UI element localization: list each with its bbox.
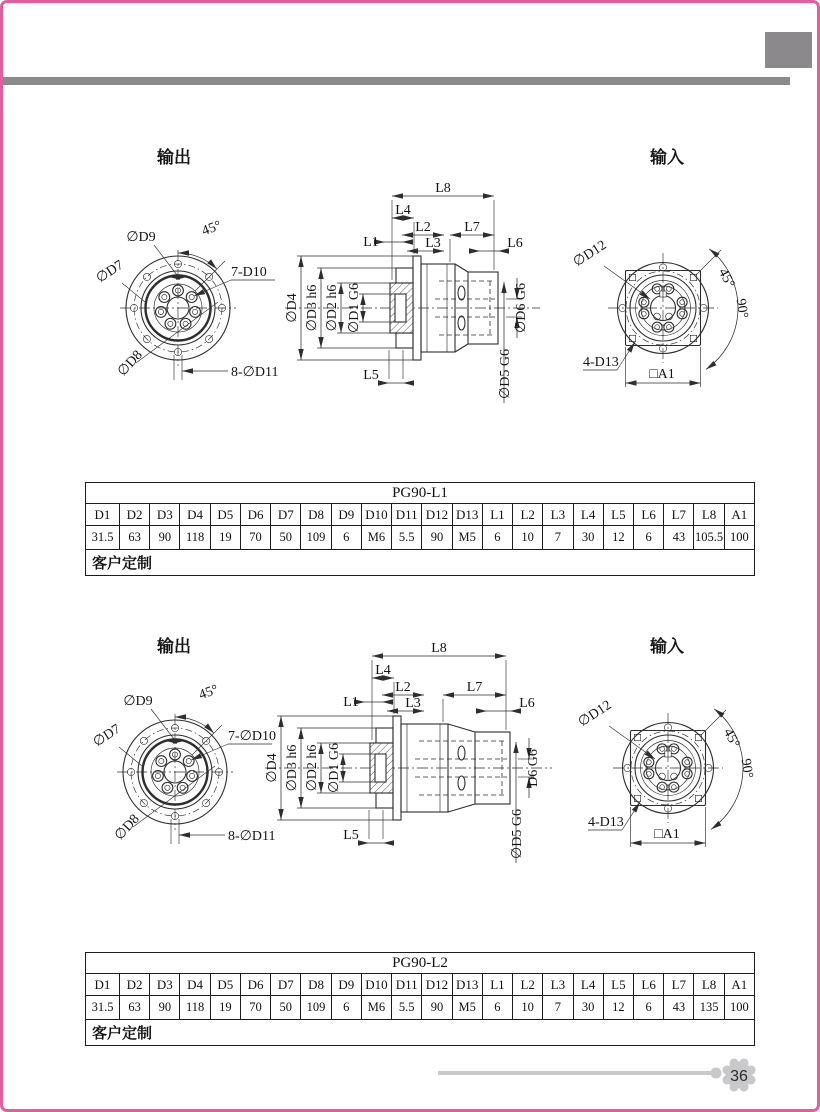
- dim-l4-label: L4: [375, 663, 391, 678]
- holes-8-d11-label: 8-∅D11: [228, 829, 276, 844]
- column-header: L3: [543, 504, 573, 526]
- drawing-line: [622, 802, 640, 830]
- spec-value: 109: [301, 526, 331, 550]
- column-header: D2: [120, 974, 150, 996]
- column-header: D6: [240, 504, 270, 526]
- circle-feature: [680, 311, 685, 316]
- drawing-rect: [376, 728, 393, 743]
- diameter-d3-label: ∅D3 h6: [285, 744, 300, 792]
- drawing-rect: [629, 335, 635, 341]
- drawing-line: [617, 342, 635, 370]
- circle-feature: [639, 297, 649, 307]
- column-header: D3: [150, 504, 180, 526]
- spec-value: 6: [633, 526, 663, 550]
- spec-value: 90: [150, 996, 180, 1020]
- section-output-title: 输出: [157, 148, 191, 167]
- column-header: D10: [361, 974, 391, 996]
- angle-45-label: 45°: [719, 726, 743, 751]
- column-header: D5: [210, 504, 240, 526]
- clamp-hole: [458, 776, 465, 790]
- diameter-d9-label: ∅D9: [123, 694, 153, 709]
- column-header: L8: [694, 504, 724, 526]
- circle-feature: [165, 318, 176, 329]
- spec-value: 10: [513, 526, 543, 550]
- drawing-rect: [629, 274, 635, 280]
- column-header: D9: [331, 504, 361, 526]
- circle-feature: [180, 318, 191, 329]
- custom-note: 客户定制: [86, 550, 755, 576]
- column-header: L5: [603, 504, 633, 526]
- holes-4-d13-label: 4-D13: [588, 815, 624, 830]
- spec-value: 90: [422, 996, 452, 1020]
- spec-table: [85, 482, 755, 576]
- circle-feature: [677, 309, 687, 319]
- column-header: D7: [271, 504, 301, 526]
- circle-feature: [680, 300, 685, 305]
- spec-table-wrap: [85, 482, 755, 576]
- circle-feature: [641, 300, 646, 305]
- column-header: L5: [603, 974, 633, 996]
- circle-feature: [666, 325, 671, 330]
- dim-l2-label: L2: [395, 680, 411, 695]
- holes-7-d10-label: 7-D10: [231, 265, 267, 280]
- circle-feature: [177, 782, 188, 793]
- circle-feature: [180, 785, 185, 790]
- holes-8-d11-label: 8-∅D11: [231, 365, 279, 380]
- table-title: PG90-L2: [86, 953, 755, 974]
- diameter-d12-label: ∅D12: [575, 697, 615, 731]
- spec-value: M5: [452, 526, 482, 550]
- circle-feature: [140, 737, 147, 744]
- drawing-path: [178, 253, 217, 269]
- diameter-d6-label: ∅D6 G6: [514, 283, 529, 333]
- circle-feature: [189, 773, 194, 778]
- angle-45-label: 45°: [197, 682, 221, 704]
- dim-l6-label: L6: [507, 236, 523, 251]
- angle-90-label: 90°: [732, 297, 751, 320]
- drawing-rect: [395, 294, 406, 322]
- drawing-line: [195, 261, 225, 291]
- table-title: PG90-L1: [86, 483, 755, 504]
- section-input-title: 输入: [650, 637, 684, 656]
- column-header: D13: [452, 974, 482, 996]
- diameter-d2-label: ∅D2 h6: [325, 284, 340, 332]
- circle-feature: [162, 294, 167, 299]
- circle-feature: [644, 769, 654, 779]
- diameter-d1-label: ∅D1 G6: [327, 743, 342, 793]
- spec-value: 118: [180, 996, 210, 1020]
- diameter-d9-label: ∅D9: [126, 230, 156, 245]
- spec-table-wrap: [85, 952, 755, 1046]
- section-1-drawings: [94, 147, 751, 403]
- column-header: D4: [180, 974, 210, 996]
- section-output-title: 输出: [157, 637, 191, 656]
- spec-value: M5: [452, 996, 482, 1020]
- drawing-line: [192, 725, 222, 755]
- drawing-rect: [690, 274, 696, 280]
- circle-feature: [664, 322, 674, 332]
- circle-feature: [669, 782, 679, 792]
- column-header: D4: [180, 504, 210, 526]
- column-header: D1: [86, 504, 120, 526]
- page-number-badge: [438, 1058, 756, 1091]
- circle-feature: [646, 760, 651, 765]
- column-header: D6: [240, 974, 270, 996]
- spec-value: 12: [603, 526, 633, 550]
- circle-feature: [639, 309, 649, 319]
- circle-feature: [189, 294, 194, 299]
- circle-feature: [646, 771, 651, 776]
- column-header: L4: [573, 974, 603, 996]
- spec-value: 43: [664, 526, 694, 550]
- drawing-rect: [375, 754, 386, 782]
- circle-feature: [636, 281, 691, 336]
- circle-feature: [655, 325, 660, 330]
- angle-90-label: 90°: [737, 757, 756, 780]
- circle-feature: [677, 297, 687, 307]
- diameter-d2-label: ∅D2 h6: [305, 744, 320, 792]
- clamp-hole: [458, 286, 465, 300]
- section-2-drawings: [91, 636, 756, 863]
- column-header: D2: [120, 504, 150, 526]
- circle-feature: [162, 782, 173, 793]
- circle-feature: [186, 758, 191, 763]
- column-header: D10: [361, 504, 391, 526]
- spec-value: 7: [543, 526, 573, 550]
- circle-feature: [671, 746, 676, 751]
- spec-value: 90: [150, 526, 180, 550]
- column-header: L6: [633, 504, 663, 526]
- spec-value: 109: [301, 996, 331, 1020]
- spec-value: 6: [482, 996, 512, 1020]
- column-header: D5: [210, 974, 240, 996]
- diameter-d8-label: ∅D8: [112, 811, 143, 844]
- section-input-title: 输入: [650, 148, 684, 167]
- circle-feature: [641, 741, 696, 796]
- diameter-d1-label: ∅D1 G6: [347, 283, 362, 333]
- drawing-rect: [634, 734, 640, 740]
- column-header: D11: [392, 504, 422, 526]
- diameter-d6-label: D6 G6: [526, 749, 541, 787]
- circle-feature: [666, 286, 671, 291]
- column-header: L6: [633, 974, 663, 996]
- spec-value: 50: [271, 526, 301, 550]
- circle-feature: [657, 782, 667, 792]
- drawing-line: [122, 283, 145, 302]
- dim-l7-label: L7: [464, 220, 480, 235]
- drawing-rect: [695, 795, 701, 801]
- column-header: L2: [513, 974, 543, 996]
- column-header: D8: [301, 974, 331, 996]
- spec-value: 10: [513, 996, 543, 1020]
- column-header: D12: [422, 504, 452, 526]
- spec-value: 31.5: [86, 526, 120, 550]
- diameter-d4-label: ∅D4: [265, 753, 280, 783]
- dim-l7-label: L7: [466, 680, 483, 695]
- dim-l3-label: L3: [425, 236, 441, 251]
- circle-feature: [685, 771, 690, 776]
- drawing-rect: [695, 734, 701, 740]
- drawing-rect: [634, 795, 640, 801]
- circle-feature: [143, 273, 150, 280]
- column-header: D8: [301, 504, 331, 526]
- diameter-d12-label: ∅D12: [570, 237, 610, 271]
- circle-feature: [159, 292, 170, 303]
- drawing-rect: [690, 335, 696, 341]
- spec-value: 12: [603, 996, 633, 1020]
- circle-feature: [183, 321, 188, 326]
- spec-value: 43: [664, 996, 694, 1020]
- custom-note: 客户定制: [86, 1020, 755, 1046]
- circle-feature: [660, 746, 665, 751]
- dim-l1-label: L1: [363, 235, 379, 250]
- spec-value: 7: [543, 996, 573, 1020]
- clamp-hole: [458, 316, 465, 330]
- spec-value: M6: [361, 996, 391, 1020]
- column-header: L7: [664, 504, 694, 526]
- column-header: D11: [392, 974, 422, 996]
- spec-value: M6: [361, 526, 391, 550]
- rule-end-dot: [711, 1068, 722, 1079]
- spec-value: 135: [694, 996, 724, 1020]
- diameter-d7-label: ∅D7: [93, 257, 127, 287]
- column-header: L2: [513, 504, 543, 526]
- dim-l5-label: L5: [343, 828, 359, 843]
- dim-l8-label: L8: [431, 641, 447, 656]
- drawing-path: [711, 709, 743, 830]
- diameter-d5-label: ∅D5 G6: [498, 349, 513, 399]
- square-a1-label: □A1: [649, 367, 675, 382]
- column-header: D7: [271, 974, 301, 996]
- column-header: A1: [724, 504, 754, 526]
- column-header: D3: [150, 974, 180, 996]
- drawing-line: [119, 747, 142, 766]
- circle-feature: [158, 309, 163, 314]
- circle-feature: [671, 785, 676, 790]
- circle-feature: [685, 760, 690, 765]
- dim-l4-label: L4: [395, 203, 411, 218]
- spec-value: 100: [724, 996, 754, 1020]
- column-header: L4: [573, 504, 603, 526]
- column-header: D9: [331, 974, 361, 996]
- drawing-path: [706, 249, 738, 370]
- circle-feature: [183, 756, 194, 767]
- spec-value: 90: [422, 526, 452, 550]
- spec-value: 100: [724, 526, 754, 550]
- holes-4-d13-label: 4-D13: [583, 355, 619, 370]
- column-header: D12: [422, 974, 452, 996]
- dim-l8-label: L8: [435, 181, 451, 196]
- page-number: 36: [730, 1068, 748, 1085]
- angle-45-label: 45°: [714, 266, 738, 291]
- spec-value: 6: [482, 526, 512, 550]
- column-header: D1: [86, 974, 120, 996]
- column-header: L3: [543, 974, 573, 996]
- dim-l3-label: L3: [405, 696, 421, 711]
- spec-value: 70: [240, 526, 270, 550]
- spec-value: 50: [271, 996, 301, 1020]
- spec-value: 19: [210, 996, 240, 1020]
- circle-feature: [652, 322, 662, 332]
- circle-feature: [682, 757, 692, 767]
- column-header: L1: [482, 504, 512, 526]
- spec-value: 31.5: [86, 996, 120, 1020]
- circle-feature: [682, 769, 692, 779]
- dim-l5-label: L5: [363, 368, 379, 383]
- spec-value: 30: [573, 526, 603, 550]
- circle-feature: [156, 756, 167, 767]
- drawing-path: [175, 717, 214, 733]
- holes-7-d10-label: 7-∅D10: [228, 729, 276, 744]
- circle-feature: [641, 311, 646, 316]
- dim-l2-label: L2: [415, 220, 431, 235]
- spec-value: 6: [633, 996, 663, 1020]
- column-header: L8: [694, 974, 724, 996]
- column-header: D13: [452, 504, 482, 526]
- circle-feature: [192, 309, 197, 314]
- column-header: L7: [664, 974, 694, 996]
- spec-value: 5.5: [392, 526, 422, 550]
- spec-value: 63: [120, 526, 150, 550]
- spec-value: 118: [180, 526, 210, 550]
- circle-feature: [655, 286, 660, 291]
- spec-value: 6: [331, 996, 361, 1020]
- drawing-rect: [376, 793, 393, 808]
- drawing-rect: [396, 268, 413, 283]
- circle-feature: [644, 757, 654, 767]
- column-header: L1: [482, 974, 512, 996]
- circle-feature: [660, 785, 665, 790]
- drawing-rect: [396, 333, 413, 348]
- spec-value: 63: [120, 996, 150, 1020]
- spec-value: 6: [331, 526, 361, 550]
- diameter-d7-label: ∅D7: [90, 721, 124, 751]
- spec-value: 19: [210, 526, 240, 550]
- diameter-d5-label: ∅D5 G6: [510, 809, 525, 859]
- angle-45-label: 45°: [200, 218, 224, 240]
- spec-value: 30: [573, 996, 603, 1020]
- circle-feature: [159, 758, 164, 763]
- circle-feature: [168, 321, 173, 326]
- column-header: A1: [724, 974, 754, 996]
- diameter-d8-label: ∅D8: [115, 347, 146, 380]
- square-a1-label: □A1: [654, 827, 680, 842]
- spec-value: 5.5: [392, 996, 422, 1020]
- spec-value: 105.5: [694, 526, 724, 550]
- dim-l1-label: L1: [343, 695, 359, 710]
- diameter-d4-label: ∅D4: [285, 293, 300, 323]
- circle-feature: [155, 773, 160, 778]
- circle-feature: [186, 292, 197, 303]
- diameter-d3-label: ∅D3 h6: [305, 284, 320, 332]
- spec-value: 70: [240, 996, 270, 1020]
- spec-table: [85, 952, 755, 1046]
- clamp-hole: [458, 746, 465, 760]
- dim-l6-label: L6: [519, 696, 535, 711]
- circle-feature: [165, 785, 170, 790]
